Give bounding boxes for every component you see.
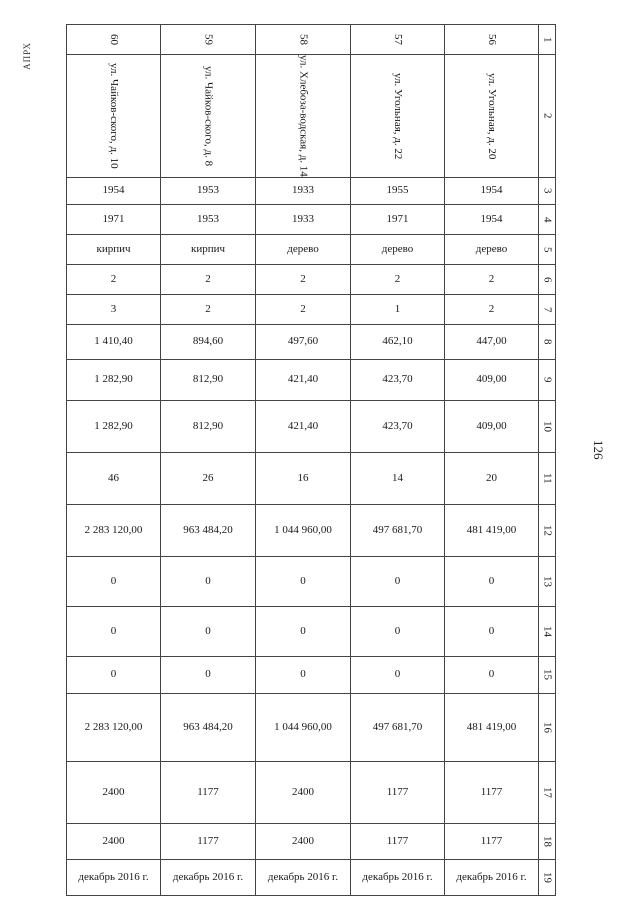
row-number: 19 (539, 859, 556, 895)
table-row (67, 359, 556, 400)
table-row (67, 452, 556, 504)
data-cell: 1177 (161, 761, 256, 823)
data-cell: 2 (256, 264, 351, 294)
data-cell: 1177 (351, 823, 445, 859)
data-cell: 0 (445, 606, 539, 656)
column-number: 57 (351, 25, 445, 55)
address-cell: ул. Угольная, д. 22 (351, 55, 445, 178)
page-number: 126 (591, 440, 606, 460)
row-number: 2 (539, 55, 556, 178)
data-cell: 447,00 (445, 324, 539, 359)
data-cell: декабрь 2016 г. (445, 859, 539, 895)
table-row (67, 761, 556, 823)
column-number: 56 (445, 25, 539, 55)
data-cell: 2400 (67, 823, 161, 859)
data-cell: 2400 (67, 761, 161, 823)
data-cell: декабрь 2016 г. (256, 859, 351, 895)
row-number: 18 (539, 823, 556, 859)
row-number: 12 (539, 504, 556, 556)
data-cell: 1955 (351, 177, 445, 204)
table-row (67, 324, 556, 359)
row-number: 1 (539, 25, 556, 55)
table-row (67, 504, 556, 556)
table-row (67, 656, 556, 693)
buildings-table (66, 24, 556, 896)
table-row (67, 400, 556, 452)
data-cell: 2 (351, 264, 445, 294)
data-cell: 481 419,00 (445, 504, 539, 556)
data-cell: 0 (351, 556, 445, 606)
data-cell: 481 419,00 (445, 693, 539, 761)
table-row (67, 693, 556, 761)
data-cell: 1 044 960,00 (256, 504, 351, 556)
row-number: 15 (539, 656, 556, 693)
data-cell: дерево (256, 234, 351, 264)
row-number: 4 (539, 204, 556, 234)
data-cell: 20 (445, 452, 539, 504)
table-row (67, 859, 556, 895)
address-cell: ул. Хлебоза-водская, д. 14 (256, 55, 351, 178)
data-cell: 1954 (445, 204, 539, 234)
data-cell: 0 (67, 606, 161, 656)
row-number: 13 (539, 556, 556, 606)
data-cell: 1 282,90 (67, 359, 161, 400)
table-row (67, 55, 556, 178)
data-cell: декабрь 2016 г. (67, 859, 161, 895)
address-cell: ул. Чайков-ского, д. 8 (161, 55, 256, 178)
data-cell: 423,70 (351, 359, 445, 400)
data-cell: 0 (256, 556, 351, 606)
data-cell: 1971 (67, 204, 161, 234)
data-cell: 1953 (161, 177, 256, 204)
data-cell: 409,00 (445, 359, 539, 400)
data-cell: 46 (67, 452, 161, 504)
data-cell: 963 484,20 (161, 693, 256, 761)
data-cell: 1 282,90 (67, 400, 161, 452)
data-cell: 0 (351, 606, 445, 656)
table-row (67, 606, 556, 656)
data-cell: 1177 (351, 761, 445, 823)
table-row (67, 823, 556, 859)
table-row (67, 294, 556, 324)
data-cell: декабрь 2016 г. (351, 859, 445, 895)
data-cell: дерево (445, 234, 539, 264)
data-cell: 1953 (161, 204, 256, 234)
column-number: 58 (256, 25, 351, 55)
archive-stamp: АПРХ (22, 42, 32, 70)
data-cell: 14 (351, 452, 445, 504)
row-number: 14 (539, 606, 556, 656)
data-cell: 0 (445, 556, 539, 606)
data-cell: 0 (67, 656, 161, 693)
data-cell: 1 410,40 (67, 324, 161, 359)
data-cell: 0 (67, 556, 161, 606)
table-row (67, 25, 556, 55)
data-cell: 497 681,70 (351, 504, 445, 556)
address-cell: ул. Угольная, д. 20 (445, 55, 539, 178)
data-cell: 2 (161, 294, 256, 324)
data-cell: 812,90 (161, 400, 256, 452)
data-cell: 421,40 (256, 400, 351, 452)
table-body (67, 25, 556, 896)
column-number: 59 (161, 25, 256, 55)
data-cell: 26 (161, 452, 256, 504)
row-number: 17 (539, 761, 556, 823)
data-cell: 0 (445, 656, 539, 693)
data-cell: 16 (256, 452, 351, 504)
table-row (67, 204, 556, 234)
data-cell: 963 484,20 (161, 504, 256, 556)
data-cell: 2400 (256, 761, 351, 823)
row-number: 8 (539, 324, 556, 359)
data-cell: дерево (351, 234, 445, 264)
data-cell: 423,70 (351, 400, 445, 452)
data-cell: 2 (67, 264, 161, 294)
data-cell: 497,60 (256, 324, 351, 359)
data-cell: 1177 (161, 823, 256, 859)
table-row (67, 264, 556, 294)
row-number: 5 (539, 234, 556, 264)
data-cell: 1933 (256, 204, 351, 234)
data-cell: 1971 (351, 204, 445, 234)
row-number: 9 (539, 359, 556, 400)
data-cell: 0 (161, 656, 256, 693)
data-cell: 462,10 (351, 324, 445, 359)
data-cell: 1177 (445, 761, 539, 823)
data-cell: 1954 (67, 177, 161, 204)
address-cell: ул. Чайков-ского, д. 10 (67, 55, 161, 178)
data-cell: 812,90 (161, 359, 256, 400)
data-cell: 409,00 (445, 400, 539, 452)
data-cell: 2 (445, 264, 539, 294)
data-cell: 2 (161, 264, 256, 294)
table-row (67, 234, 556, 264)
data-cell: кирпич (67, 234, 161, 264)
data-cell: 0 (351, 656, 445, 693)
row-number: 6 (539, 264, 556, 294)
table-row (67, 556, 556, 606)
data-cell: 1954 (445, 177, 539, 204)
column-number: 60 (67, 25, 161, 55)
data-cell: кирпич (161, 234, 256, 264)
data-cell: 0 (161, 556, 256, 606)
data-cell: 2 (445, 294, 539, 324)
data-cell: 3 (67, 294, 161, 324)
data-cell: 894,60 (161, 324, 256, 359)
data-cell: 421,40 (256, 359, 351, 400)
table-row (67, 177, 556, 204)
data-cell: 1 (351, 294, 445, 324)
data-cell: 2 (256, 294, 351, 324)
data-cell: 2400 (256, 823, 351, 859)
data-cell: декабрь 2016 г. (161, 859, 256, 895)
data-cell: 2 283 120,00 (67, 693, 161, 761)
data-cell: 1 044 960,00 (256, 693, 351, 761)
data-cell: 1177 (445, 823, 539, 859)
row-number: 7 (539, 294, 556, 324)
row-number: 10 (539, 400, 556, 452)
data-cell: 0 (161, 606, 256, 656)
data-cell: 1933 (256, 177, 351, 204)
data-cell: 497 681,70 (351, 693, 445, 761)
data-cell: 0 (256, 606, 351, 656)
data-cell: 0 (256, 656, 351, 693)
data-cell: 2 283 120,00 (67, 504, 161, 556)
row-number: 16 (539, 693, 556, 761)
row-number: 3 (539, 177, 556, 204)
row-number: 11 (539, 452, 556, 504)
